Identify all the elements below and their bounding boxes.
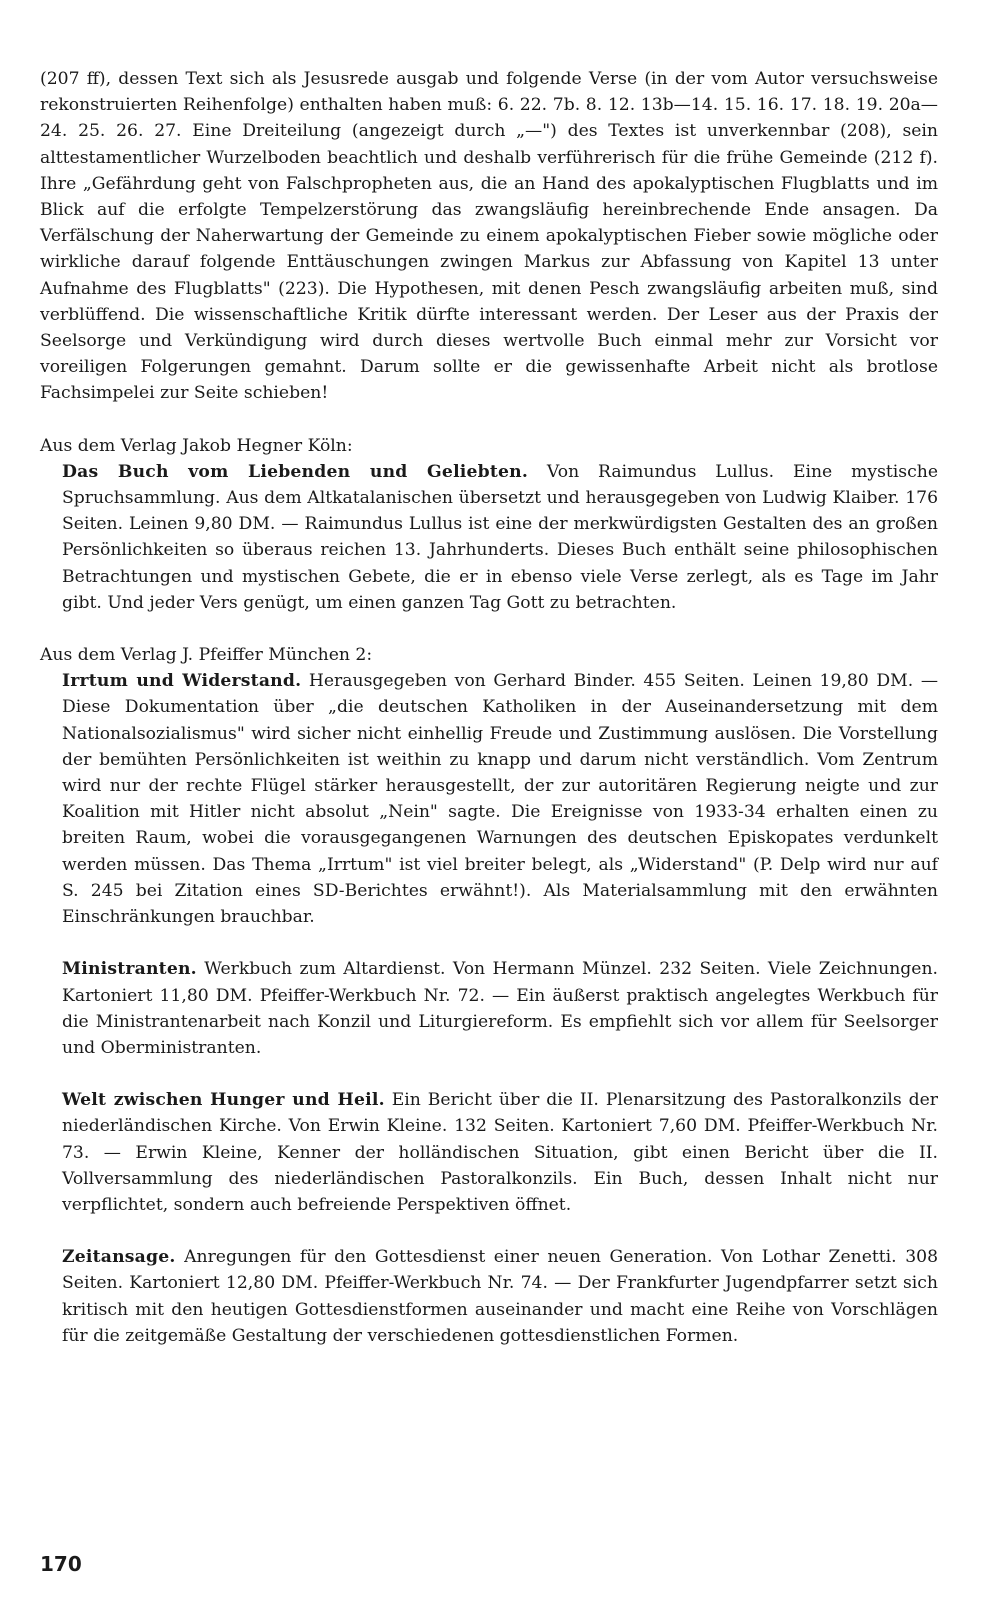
book-description: Von Raimundus Lullus. Eine mystische Spruchsammlung. Aus dem Altkatalanischen übersetzt und herausgegeben von Ludwig Klaiber. 176 Seiten. Leinen 9,80 DM. — Raimundus Lullus ist eine der merkwürdigsten Gestalten des an großen Persönlichkeiten so überaus reichen 13. Jahrhunderts. Dieses Buch enthält seine philosophischen Betrachtungen und mystischen Gebete, die er in ebenso viele Verse zerlegt, als es Tage im Jahr gibt. Und jeder Vers genügt, um einen ganzen Tag Gott zu betrachten. — [62, 461, 938, 613]
page-text — [40, 66, 938, 1349]
book-description: Anregungen für den Gottesdienst einer neuen Generation. Von Lothar Zenetti. 308 Seiten. Kartoniert 12,80 DM. Pfeiffer-Werkbuch Nr. 74. — Der Frankfurter Jugendpfarrer setzt sich kritisch mit den heutigen Gottesdienstformen auseinander und macht eine Reihe von Vorschlägen für die zeitgemäße Gestaltung der verschiedenen gottesdienstlichen Formen. — [62, 1247, 938, 1346]
page-number: 170 — [40, 1552, 82, 1576]
publisher-heading-pfeiffer: Aus dem Verlag J. Pfeiffer München 2: — [40, 645, 373, 666]
book-title: Irrtum und Widerstand. — [62, 671, 302, 692]
book-entry-welt — [40, 1087, 938, 1218]
book-description: Ein Bericht über die II. Plenarsitzung des Pastoralkonzils der niederländischen Kirche. Von Erwin Kleine. 132 Seiten. Kartoniert 7,60 DM. Pfeiffer-Werkbuch Nr. 73. — Erwin Kleine, Kenner der holländischen Situation, gibt einen Bericht über die II. Vollversammlung des niederländischen Pastoralkonzils. Ein Buch, dessen Inhalt nicht nur verpflichtet, sondern auch befreiende Perspektiven öffnet. — [62, 1090, 939, 1215]
book-title: Welt zwischen Hunger und Heil. — [62, 1090, 385, 1111]
book-entry-zeitansage — [40, 1244, 938, 1349]
book-entry-irrtum — [40, 668, 938, 930]
book-entry-ministranten — [40, 956, 938, 1061]
review-continuation: (207 ff), dessen Text sich als Jesusrede ausgab und folgende Verse (in der vom Autor versuchsweise rekonstruierten Reihenfolge) enthalten haben muß: 6. 22. 7b. 8. 12. 13b—14. 15. 16. 17. 18. 19. 20a—24. 25. 26. 27. Eine Dreiteilung (angezeigt durch „—") des Textes ist unverkennbar (208), sein alttestamentlicher Wurzelboden beachtlich und deshalb verführerisch für die frühe Gemeinde (212 f). Ihre „Gefährdung geht von Falschpropheten aus, die an Hand des apokalyptischen Flugblatts und im Blick auf die erfolgte Tempelzerstörung das zwangsläufig hereinbrechende Ende ansagen. Da Verfälschung der Naherwartung der Gemeinde zu einem apokalyptischen Fieber sowie mögliche oder wirkliche darauf folgende Enttäuschungen zwingen Markus zur Abfassung von Kapitel 13 unter Aufnahme des Flugblatts" (223). Die Hypothesen, mit denen Pesch zwangsläufig arbeiten muß, sind verblüffend. Die wissenschaftliche Kritik dürfte interessant werden. Der Leser aus der Praxis der Seelsorge und Verkündigung wird durch dieses wertvolle Buch einmal mehr zur Vorsicht vor voreiligen Folgerungen gemahnt. Darum sollte er die gewissenhafte Arbeit nicht als brotlose Fachsimpelei zur Seite schieben! — [40, 69, 938, 404]
book-title: Zeitansage. — [62, 1247, 176, 1268]
publisher-heading-hegner: Aus dem Verlag Jakob Hegner Köln: — [40, 435, 353, 456]
book-entry-lullus — [40, 459, 938, 616]
book-title: Ministranten. — [62, 959, 197, 980]
book-description: Herausgegeben von Gerhard Binder. 455 Seiten. Leinen 19,80 DM. — Diese Dokumentation über „die deutschen Katholiken in der Auseinandersetzung mit dem Nationalsozialismus" wird sicher nicht einhellig Freude und Zustimmung auslösen. Die Vorstellung der bemühten Persönlichkeiten ist weithin zu knapp und darum nicht verständlich. Vom Zentrum wird nur der rechte Flügel stärker herausgestellt, der zur autoritären Regierung neigte und zur Koalition mit Hitler nicht absolut „Nein" sagte. Die Ereignisse von 1933-34 erhalten einen zu breiten Raum, wobei die vorausgegangenen Warnungen des deutschen Episkopates verdunkelt werden müssen. Das Thema „Irrtum" ist viel breiter belegt, als „Widerstand" (P. Delp wird nur auf S. 245 bei Zitation eines SD-Berichtes erwähnt!). Als Materialsammlung mit den erwähnten Einschränkungen brauchbar. — [62, 671, 939, 928]
book-description: Werkbuch zum Altardienst. Von Hermann Münzel. 232 Seiten. Viele Zeichnungen. Kartoniert 11,80 DM. Pfeiffer-Werkbuch Nr. 72. — Ein äußerst praktisch angelegtes Werkbuch für die Ministrantenarbeit nach Konzil und Liturgiereform. Es empfiehlt sich vor allem für Seelsorger und Oberministranten. — [62, 959, 938, 1058]
book-title: Das Buch vom Liebenden und Geliebten. — [62, 461, 529, 482]
